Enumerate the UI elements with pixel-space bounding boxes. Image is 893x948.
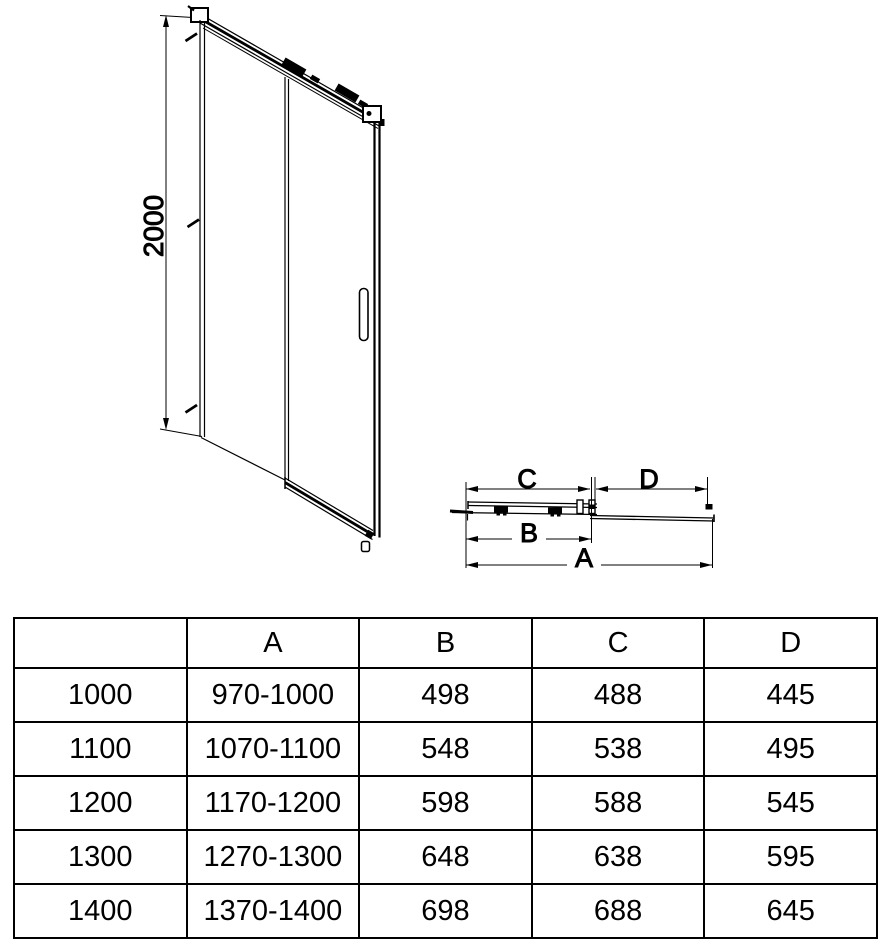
bottom-rail	[201, 438, 374, 552]
table-cell: 538	[532, 722, 705, 776]
bottom-guide-foot-icon	[362, 542, 370, 552]
wall-bracket-icon	[188, 220, 200, 228]
table-row	[14, 668, 877, 722]
table-cell: 970-1000	[187, 668, 360, 722]
dim-label-a: A	[574, 543, 594, 573]
left-wall-profile	[186, 20, 205, 437]
door-handle	[360, 289, 369, 341]
dimension-d	[596, 464, 707, 494]
table-row	[14, 830, 877, 884]
height-dimension-label: 2000	[138, 194, 169, 258]
roller-icon	[548, 508, 562, 514]
plan-view-drawing	[450, 464, 714, 573]
dimension-b	[466, 518, 591, 548]
table-cell: 445	[704, 668, 877, 722]
table-header-d: D	[704, 618, 877, 668]
wall-bracket-icon	[186, 34, 198, 42]
right-frame-post	[375, 121, 380, 538]
dimension-c	[466, 464, 590, 494]
table-cell: 488	[532, 668, 705, 722]
table-row	[14, 884, 877, 938]
rail-end-cap-right	[363, 106, 381, 122]
panel-bracket-icon	[577, 500, 583, 514]
table-cell: 1270-1300	[187, 830, 360, 884]
table-cell: 1370-1400	[187, 884, 360, 938]
table-row	[14, 776, 877, 830]
table-cell: 1170-1200	[187, 776, 360, 830]
table-cell: 495	[704, 722, 877, 776]
front-view-drawing	[138, 6, 385, 552]
table-header-c: C	[532, 618, 705, 668]
roller-icon	[494, 507, 508, 513]
wall-bracket-icon	[186, 405, 198, 413]
table-cell: 545	[704, 776, 877, 830]
dim-label-b: B	[519, 518, 539, 548]
table-header-size	[14, 618, 187, 668]
dim-label-c: C	[517, 464, 537, 494]
top-rail	[188, 6, 385, 129]
table-cell: 548	[359, 722, 532, 776]
wall-clamp-icon	[706, 504, 713, 510]
table-cell: 1300	[14, 830, 187, 884]
height-dimension	[138, 15, 202, 437]
table-cell: 588	[532, 776, 705, 830]
table-cell: 648	[359, 830, 532, 884]
table-cell: 1070-1100	[187, 722, 360, 776]
table-cell: 688	[532, 884, 705, 938]
arrow-up-icon	[163, 15, 169, 27]
table-cell: 498	[359, 668, 532, 722]
table-cell: 645	[704, 884, 877, 938]
dim-label-d: D	[639, 464, 659, 494]
table-cell: 638	[532, 830, 705, 884]
table-cell: 1100	[14, 722, 187, 776]
dimensions-table	[13, 617, 878, 939]
table-cell: 698	[359, 884, 532, 938]
dimension-a	[466, 543, 712, 573]
middle-stile	[285, 77, 289, 481]
table-row	[14, 722, 877, 776]
table-cell: 1200	[14, 776, 187, 830]
table-header-row	[14, 618, 877, 668]
table-cell: 1000	[14, 668, 187, 722]
arrow-down-icon	[163, 418, 169, 430]
table-cell: 598	[359, 776, 532, 830]
table-cell: 595	[704, 830, 877, 884]
table-cell: 1400	[14, 884, 187, 938]
table-header-b: B	[359, 618, 532, 668]
table-header-a: A	[187, 618, 360, 668]
